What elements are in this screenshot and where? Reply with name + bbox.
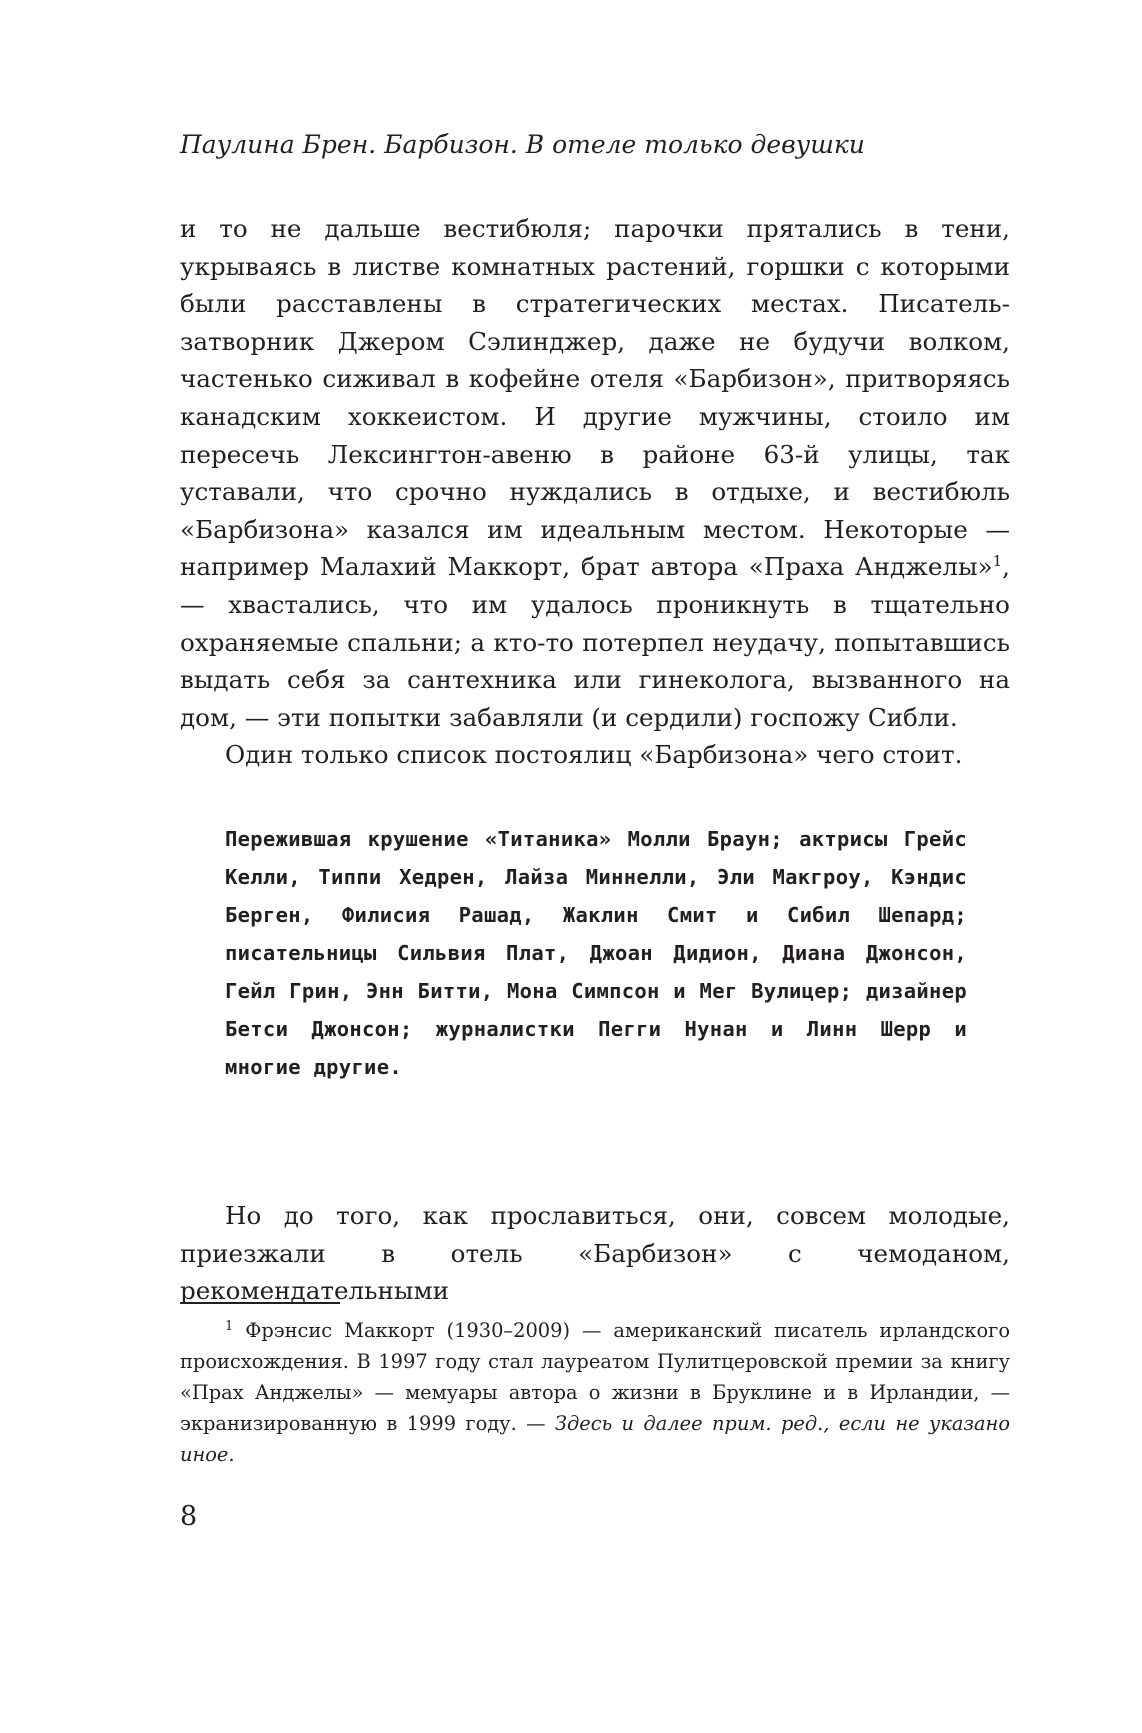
paragraph [180,210,1010,736]
paragraph-text: и то не дальше вестибюля; парочки прятались в тени, укрываясь в листве комнатных растений, горшки с которыми были расставлены в стратегических местах. Писатель-затворник Джером Сэлинджер, даже не будучи волком, частенько сиживал в кофейне отеля «Барбизон», притворяясь канадским хоккеистом. И другие мужчины, стоило им пересечь Лексингтон-авеню в районе 63-й улицы, так уставали, что срочно нуждались в отдыхе, и вестибюль «Барбизона» казался им идеальным местом. Некоторые — например Малахий Маккорт, брат автора «Праха Анджелы» [180,214,1010,582]
paragraph: Один только список постоялиц «Барбизона» чего стоит. [225,740,963,770]
footnote-editor-note: Здесь и далее прим. ред., если не указано иное. [180,1412,1010,1466]
footnote-number: 1 [225,1319,234,1334]
footnote-divider [180,1302,340,1304]
footnote-reference[interactable]: 1 [992,552,1003,571]
paragraph-continued: Но до того, как прославиться, они, совсем молодые, приезжали в отель «Барбизон» с чемоданом, рекомендательными [180,1201,1010,1306]
page-number: 8 [180,1501,198,1532]
typewriter-quote: Пережившая крушение «Титаника» Молли Браун; актрисы Грейс Келли, Типпи Хедрен, Лайза Миннелли, Эли Макгроу, Кэндис Берген, Филисия Рашад, Жаклин Смит и Сибил Шепард; писательницы Сильвия Плат, Джоан Дидион, Диана Джонсон, Гейл Грин, Энн Битти, Мона Симпсон и Мег Вулицер; дизайнер Бетси Джонсон; журналистки Пегги Нунан и Линн Шерр и многие другие. [225,827,967,1079]
footnote-text: Фрэнсис Маккорт (1930–2009) — американский писатель ирландского происхождения. В 1997 году стал лауреатом Пулитцеровской премии за книгу «Прах Анджелы» — мемуары автора о жизни в Бруклине и в Ирландии, — экранизированную в 1999 году. — [180,1319,1011,1435]
running-head: Паулина Брен. Барбизон. В отеле только девушки [180,130,865,159]
footnote [180,1315,1010,1470]
main-text [180,210,1010,774]
paragraph-text: , — хвастались, что им удалось проникнуть в тщательно охраняемые спальни; а кто-то потерпел неудачу, попытавшись выдать себя за сантехника или гинеколога, вызванного на дом, — эти попытки забавляли (и сердили) госпожу Сибли. [180,552,1010,732]
